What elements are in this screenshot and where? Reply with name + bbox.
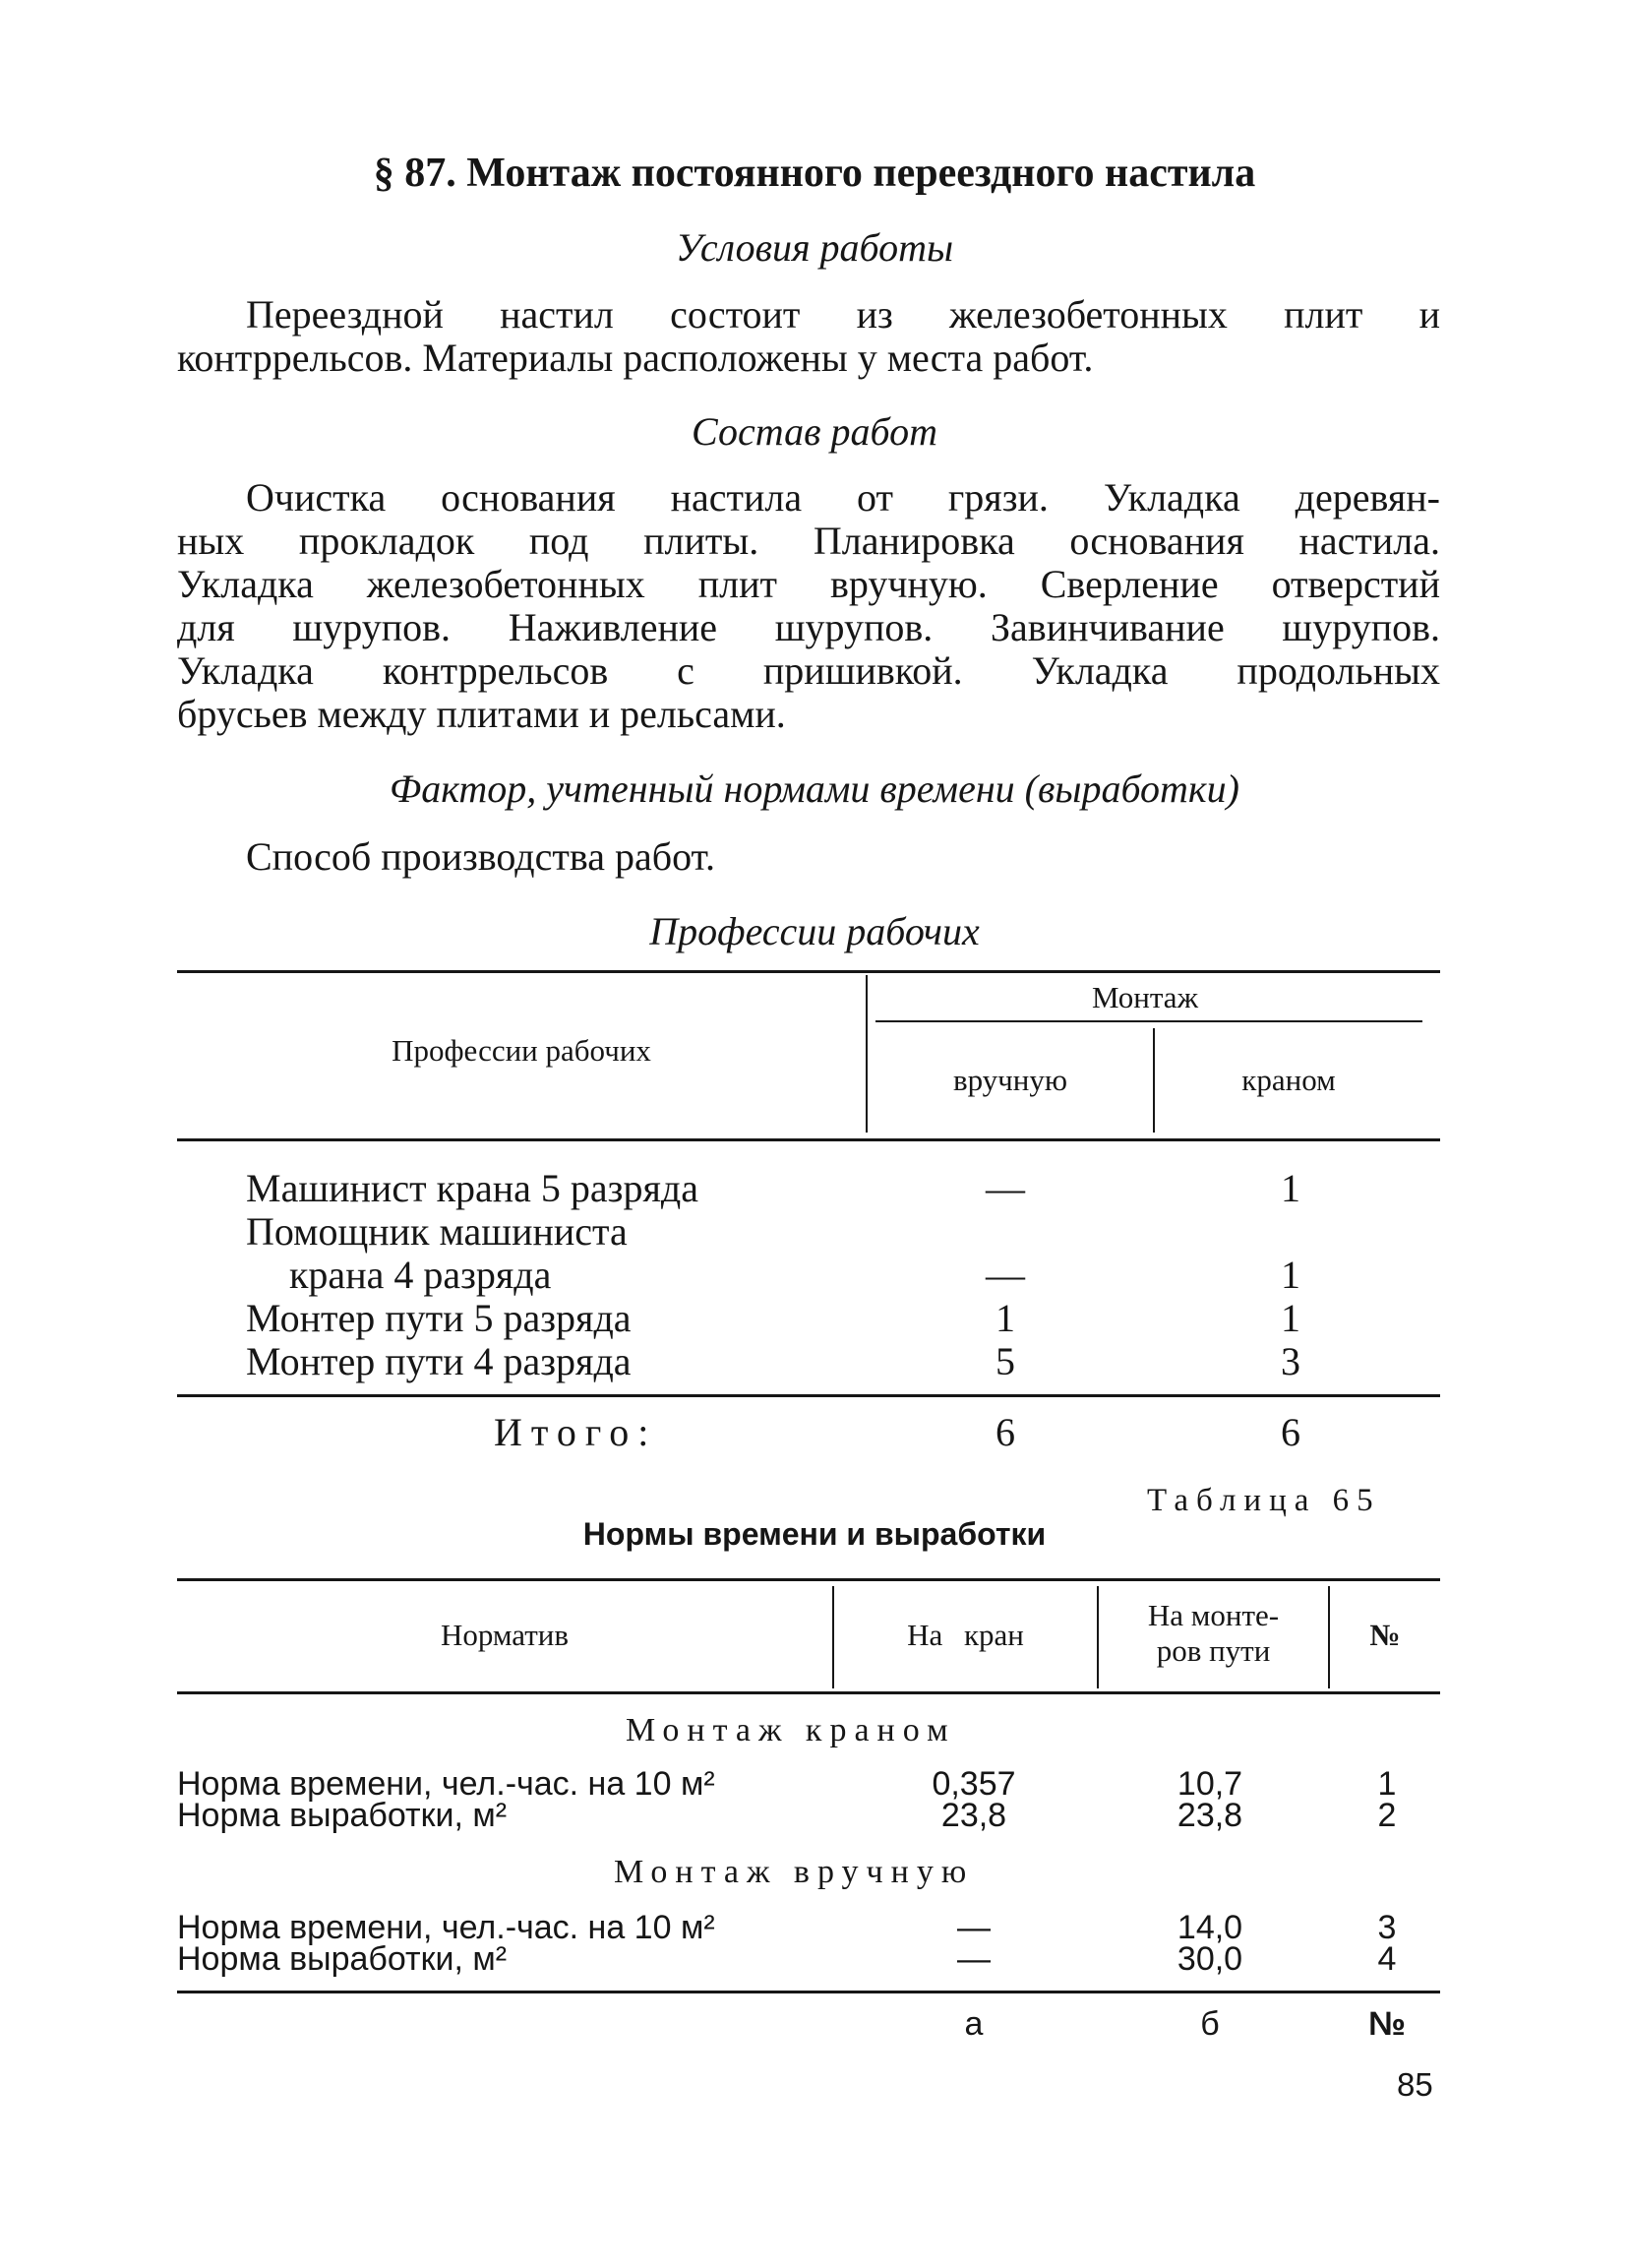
paragraph-line: для шурупов. Наживление шурупов. Завинчивание шурупов. (177, 605, 1440, 649)
col-crane-header: На кран (907, 1618, 1024, 1652)
worker-row-crane: 1 (1281, 1166, 1300, 1210)
composition-title: Состав работ (692, 409, 937, 454)
total-crane: 6 (1281, 1410, 1300, 1454)
worker-row-manual: — (986, 1253, 1025, 1297)
paragraph-line: Укладка железобетонных плит вручную. Сверление отверстий (177, 562, 1440, 606)
table-rule (177, 1394, 1440, 1397)
worker-row-manual: — (986, 1166, 1025, 1210)
col-crane-header: краном (1241, 1063, 1336, 1097)
page-number: 85 (1397, 2066, 1433, 2103)
col-montage-header: Монтаж (1092, 980, 1198, 1014)
footer-col-no: № (1368, 2005, 1406, 2043)
norm-row-crane: 23,8 (940, 1797, 1007, 1834)
norm-row-no: 2 (1377, 1797, 1397, 1834)
factor-text: Способ производства работ. (246, 834, 716, 879)
norm-row-workers: 10,7 (1176, 1765, 1243, 1803)
norm-row-crane: — (957, 1940, 991, 1978)
table-rule (177, 1578, 1440, 1581)
norm-row-workers: 14,0 (1176, 1909, 1243, 1946)
norms-table-title: Нормы времени и выработки (582, 1516, 1047, 1552)
worker-row-name: Помощник машиниста (246, 1209, 628, 1254)
paragraph-line: Укладка контррельсов с пришивкой. Укладка продольных (177, 648, 1440, 693)
worker-row-name: крана 4 разряда (289, 1253, 552, 1297)
paragraph-line: ных прокладок под плиты. Планировка основания настила. (177, 519, 1440, 563)
paragraph-line: Очистка основания настила от грязи. Укладка деревян- (246, 475, 1440, 520)
conditions-title: Условия работы (675, 225, 954, 270)
section-heading: § 87. Монтаж постоянного переездного настила (373, 151, 1256, 196)
norm-row-workers: 23,8 (1176, 1797, 1243, 1834)
table-rule (177, 1991, 1440, 1993)
table-rule (177, 1138, 1440, 1141)
total-label: Итого: (494, 1410, 658, 1454)
conditions-paragraph (177, 293, 1440, 380)
worker-row-crane: 1 (1281, 1253, 1300, 1297)
col-manual-header: вручную (952, 1063, 1068, 1097)
norm-row-label: Норма времени, чел.-час. на 10 м² (177, 1909, 715, 1946)
table-number-label: Таблица 65 (1147, 1483, 1381, 1518)
factor-title: Фактор, учтенный нормами времени (выработки) (390, 766, 1239, 811)
composition-paragraph (177, 476, 1440, 736)
paragraph-line: контррельсов. Материалы расположены у места работ. (177, 336, 1094, 380)
worker-row-name: Монтер пути 4 разряда (246, 1339, 632, 1383)
table-rule (177, 970, 1440, 973)
norm-row-workers: 30,0 (1176, 1940, 1243, 1978)
col-workers-header-line: На монте- (1147, 1598, 1280, 1632)
worker-row-manual: 1 (996, 1296, 1015, 1340)
col-no-header: № (1369, 1618, 1401, 1652)
paragraph-line: брусьев между плитами и рельсами. (177, 692, 786, 736)
norm-row-no: 4 (1377, 1940, 1397, 1978)
worker-row-crane: 3 (1281, 1339, 1300, 1383)
col-workers-header-line: ров пути (1156, 1633, 1271, 1668)
paragraph-line: Переездной настил состоит из железобетонных плит и (246, 292, 1440, 337)
col-norm-header: Норматив (440, 1618, 570, 1652)
norm-row-label: Норма времени, чел.-час. на 10 м² (177, 1765, 715, 1803)
table-rule (177, 1691, 1440, 1694)
total-manual: 6 (996, 1410, 1015, 1454)
worker-row-crane: 1 (1281, 1296, 1300, 1340)
group-title: Монтаж вручную (614, 1854, 975, 1890)
group-title: Монтаж краном (626, 1712, 956, 1748)
footer-col-b: б (1200, 2005, 1220, 2043)
worker-row-name: Монтер пути 5 разряда (246, 1296, 632, 1340)
norm-row-no: 1 (1377, 1765, 1397, 1803)
col-profession-header: Профессии рабочих (392, 1033, 651, 1068)
table-divider (875, 1020, 1422, 1022)
worker-row-manual: 5 (996, 1339, 1015, 1383)
footer-col-a: а (964, 2005, 984, 2043)
workers-title: Профессии рабочих (649, 909, 980, 953)
norm-row-crane: — (957, 1909, 991, 1946)
col-workers-header (1099, 1598, 1328, 1669)
worker-row-name: Машинист крана 5 разряда (246, 1166, 698, 1210)
norm-row-no: 3 (1377, 1909, 1397, 1946)
norm-row-crane: 0,357 (932, 1765, 1016, 1803)
norm-row-label: Норма выработки, м² (177, 1940, 508, 1978)
norm-row-label: Норма выработки, м² (177, 1797, 508, 1834)
